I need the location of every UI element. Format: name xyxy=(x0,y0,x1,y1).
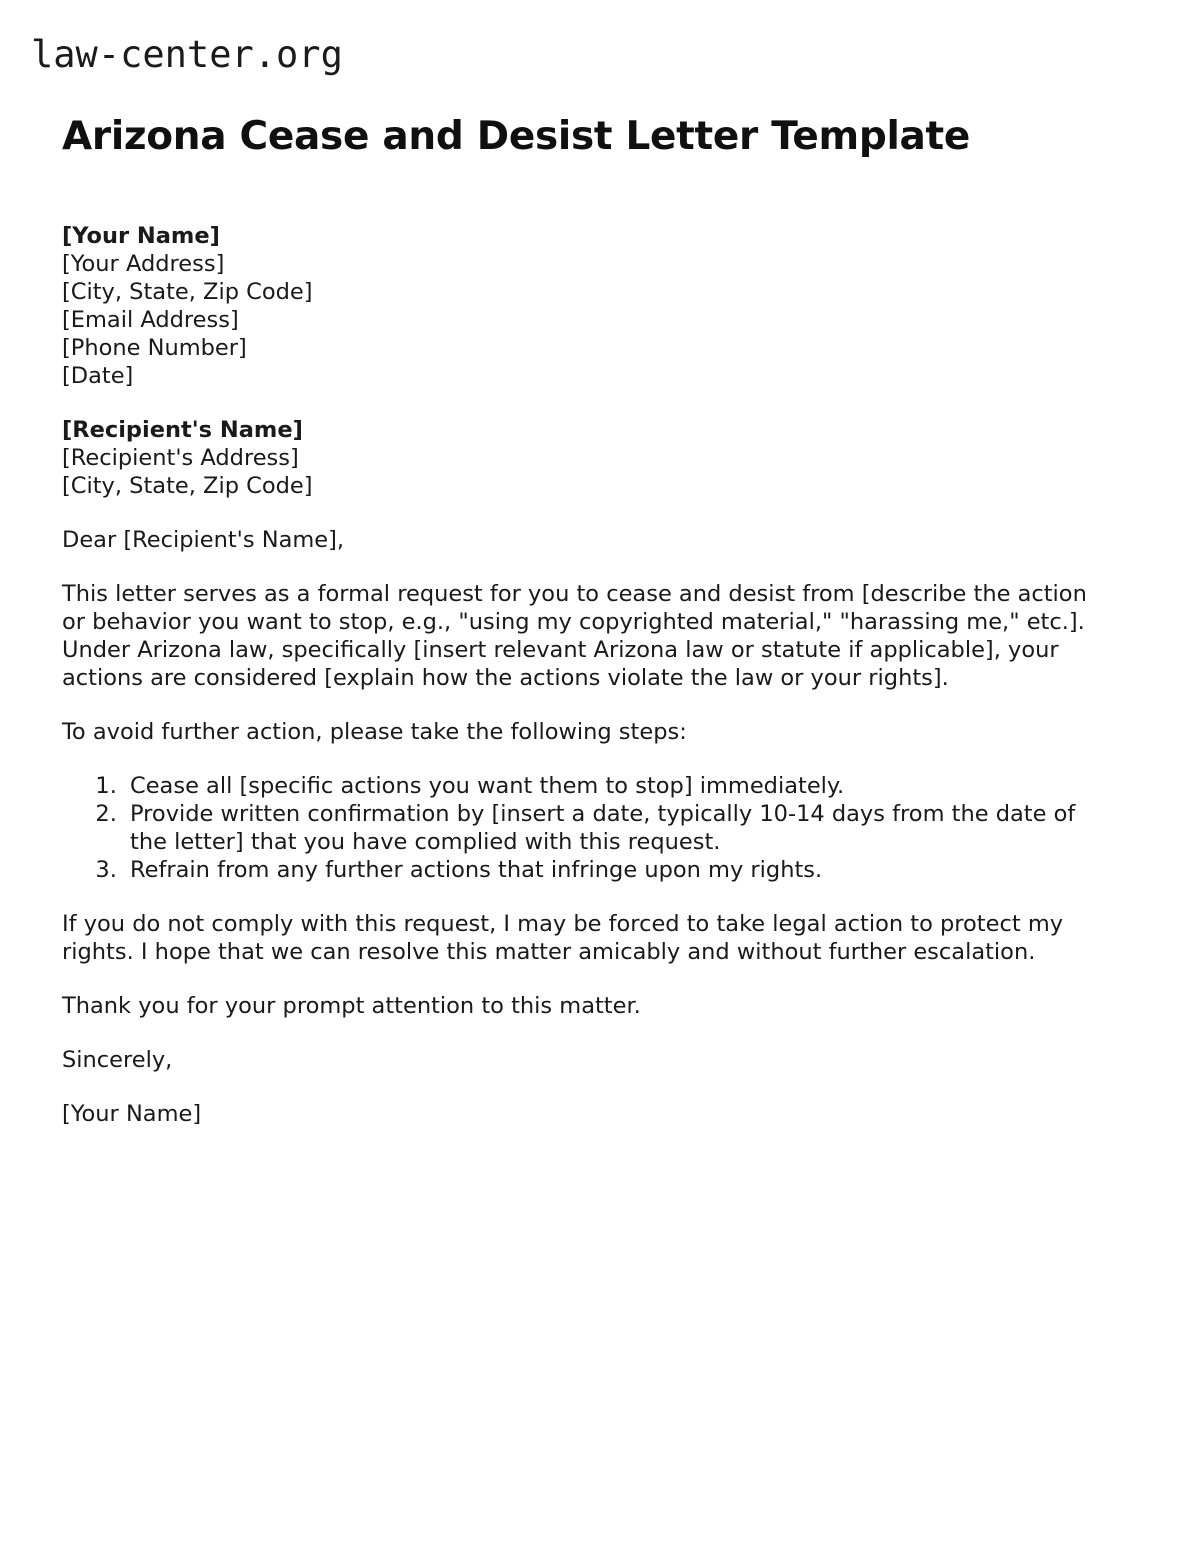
site-logo: law-center.org xyxy=(31,33,343,76)
list-item: 2. Provide written confirmation by [insert a date, typically 10-14 days from the date of the letter] that you have complied with this request. xyxy=(124,800,1102,856)
required-steps-list xyxy=(62,772,1102,884)
recipient-address: [Recipient's Address] xyxy=(62,445,299,471)
letter-body xyxy=(62,222,1102,1154)
signature-name: [Your Name] xyxy=(62,1101,202,1127)
sender-address: [Your Address] xyxy=(62,251,225,277)
list-item: 3. Refrain from any further actions that infringe upon my rights. xyxy=(124,856,1102,884)
list-item: 1. Cease all [specific actions you want them to stop] immediately. xyxy=(124,772,1102,800)
sender-address-block xyxy=(62,222,1102,390)
sender-email: [Email Address] xyxy=(62,307,239,333)
page-title: Arizona Cease and Desist Letter Template xyxy=(62,114,971,160)
body-paragraph-2: To avoid further action, please take the following steps: xyxy=(62,719,687,745)
sender-city-state-zip: [City, State, Zip Code] xyxy=(62,279,313,305)
sender-name: [Your Name] xyxy=(62,223,220,249)
recipient-name: [Recipient's Name] xyxy=(62,417,303,443)
recipient-city-state-zip: [City, State, Zip Code] xyxy=(62,473,313,499)
body-paragraph-1: This letter serves as a formal request for you to cease and desist from [describe the action or behavior you want to stop, e.g., "using my copyrighted material," "harassing me," etc.]. Under Arizona law, specifically [insert relevant Arizona law or statute if applicable], your actions are considered [explain how the actions violate the law or your rights]. xyxy=(62,581,1087,691)
letter-date: [Date] xyxy=(62,363,134,389)
closing-salutation: Sincerely, xyxy=(62,1047,173,1073)
sender-phone: [Phone Number] xyxy=(62,335,247,361)
body-paragraph-3: If you do not comply with this request, I may be forced to take legal action to protect my rights. I hope that we can resolve this matter amicably and without further escalation. xyxy=(62,911,1064,965)
recipient-address-block xyxy=(62,416,1102,500)
salutation: Dear [Recipient's Name], xyxy=(62,527,345,553)
body-paragraph-4: Thank you for your prompt attention to this matter. xyxy=(62,993,641,1019)
